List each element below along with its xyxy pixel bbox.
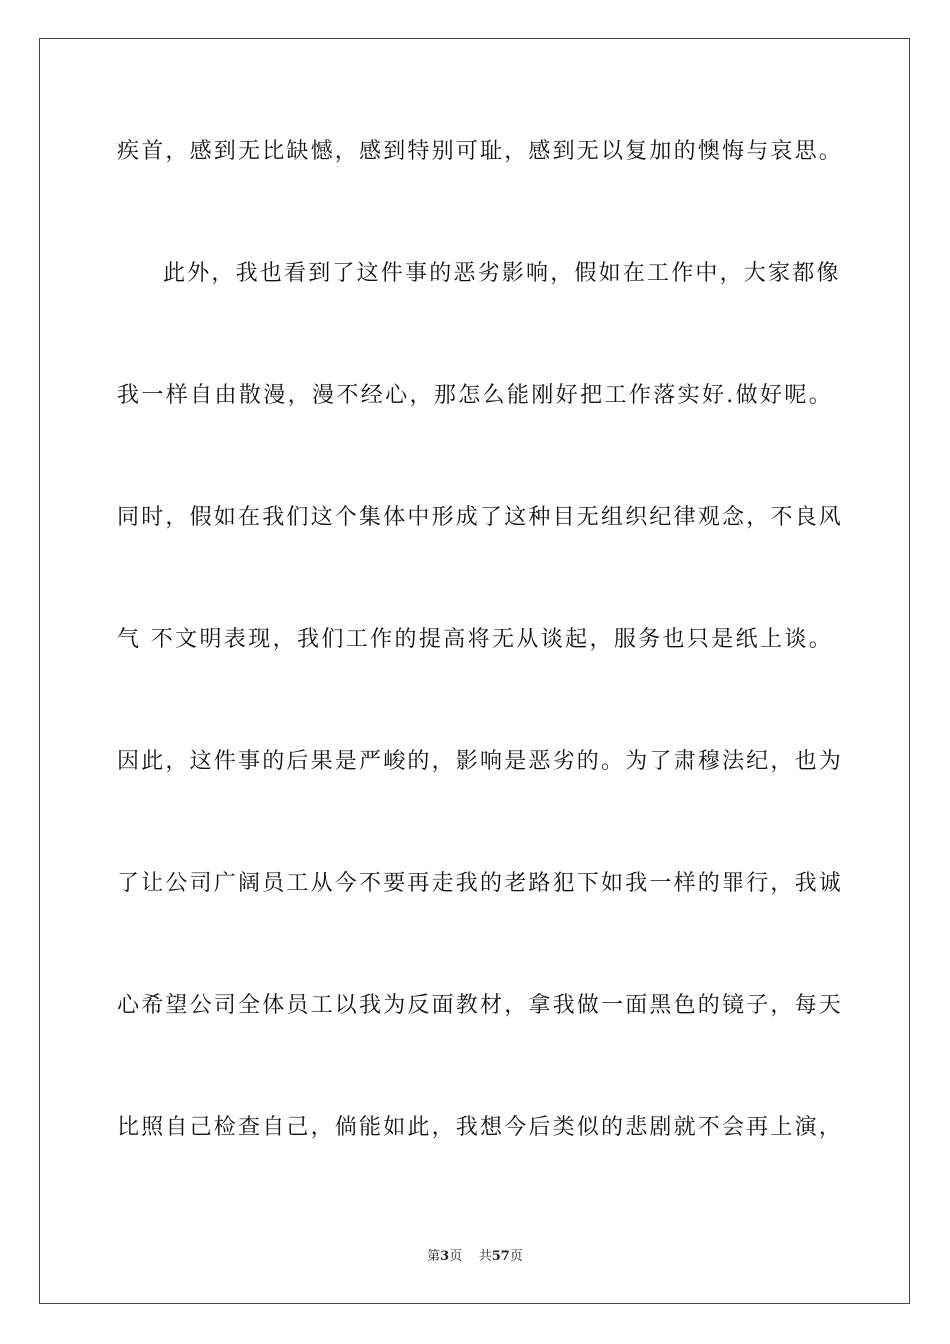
total-suffix: 页	[509, 1249, 523, 1264]
text-line: 心希望公司全体员工以我为反面教材，拿我做一面黑色的镜子，每天	[117, 993, 844, 1018]
text-line: 了让公司广阔员工从今不要再走我的老路犯下如我一样的罪行，我诚	[117, 871, 844, 896]
paragraph-start-line: 此外，我也看到了这件事的恶劣影响，假如在工作中，大家都像	[163, 261, 841, 286]
text-line: 因此，这件事的后果是严峻的，影响是恶劣的。为了肃穆法纪，也为	[117, 749, 844, 774]
text-line: 气 不文明表现，我们工作的提高将无从谈起，服务也只是纸上谈。	[117, 627, 833, 652]
page-footer	[0, 1248, 950, 1266]
page-suffix: 页	[449, 1249, 463, 1264]
page-number: 3	[440, 1249, 450, 1264]
text-line: 同时，假如在我们这个集体中形成了这种目无组织纪律观念，不良风	[117, 505, 844, 530]
page-prefix: 第	[427, 1249, 441, 1264]
text-line: 疾首，感到无比缺憾，感到特别可耻，感到无以复加的懊悔与哀思。	[117, 139, 844, 164]
text-line: 我一样自由散漫，漫不经心，那怎么能刚好把工作落实好.做好呢。	[117, 383, 833, 408]
total-pages: 57	[491, 1249, 510, 1264]
text-line: 比照自己检查自己，倘能如此，我想今后类似的悲剧就不会再上演，	[117, 1115, 844, 1140]
total-prefix: 共	[478, 1249, 492, 1264]
